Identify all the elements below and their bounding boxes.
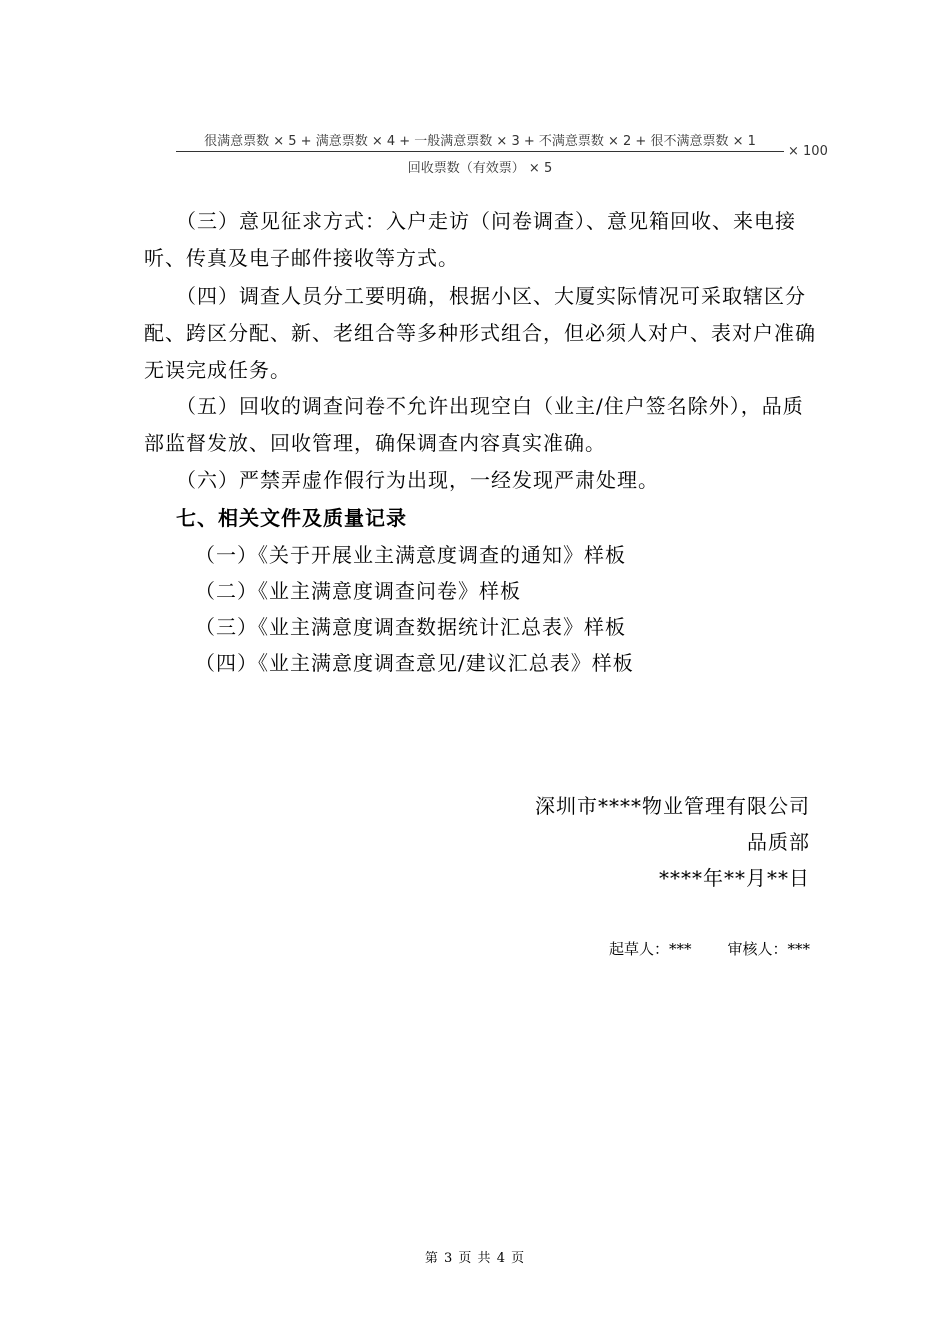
paragraph-staff-assignment: （四）调查人员分工要明确，根据小区、大厦实际情况可采取辖区分配、跨区分配、新、老组合等多种形式组合，但必须人对户、表对户准确无误完成任务。	[144, 284, 816, 382]
list-item: （一）《关于开展业主满意度调查的通知》样板	[195, 543, 626, 567]
company-name: 深圳市****物业管理有限公司	[535, 794, 810, 818]
document-date: ****年**月**日	[659, 866, 810, 890]
list-item: （四）《业主满意度调查意见/建议汇总表》样板	[195, 651, 634, 675]
page-number-footer: 第 3 页 共 4 页	[424, 1251, 526, 1266]
department-name: 品质部	[747, 830, 810, 854]
formula-denominator: 回收票数（有效票） × 5	[407, 161, 553, 176]
satisfaction-formula	[176, 130, 856, 180]
signers-line	[609, 938, 810, 959]
drafter-label: 起草人：***	[608, 940, 692, 958]
section-heading: 七、相关文件及质量记录	[176, 506, 407, 530]
paragraph-no-falsification: （六）严禁弄虚作假行为出现，一经发现严肃处理。	[176, 468, 659, 492]
list-item: （三）《业主满意度调查数据统计汇总表》样板	[195, 615, 626, 639]
formula-numerator: 很满意票数 × 5 + 满意票数 × 4 + 一般满意票数 × 3 + 不满意票数 × 2 + 很不满意票数 × 1	[204, 134, 756, 149]
paragraph-questionnaire-return: （五）回收的调查问卷不允许出现空白（业主/住户签名除外），品质部监督发放、回收管理，确保调查内容真实准确。	[144, 394, 804, 455]
reviewer-label: 审核人：***	[727, 940, 810, 958]
list-item: （二）《业主满意度调查问卷》样板	[195, 579, 521, 603]
paragraph-survey-method: （三）意见征求方式：入户走访（问卷调查）、意见箱回收、来电接听、传真及电子邮件接收等方式。	[144, 209, 796, 270]
fraction-bar	[176, 151, 784, 152]
formula-multiplier: × 100	[788, 144, 828, 159]
